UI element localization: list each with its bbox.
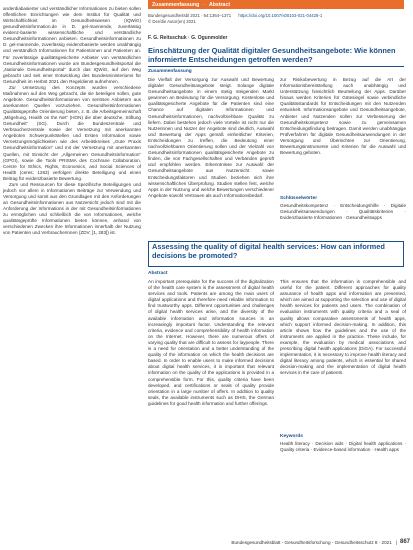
german-abstract-col1: Die Vielfalt der Versorgung zur Auswahl und Bewertung digitaler Gesundheitsangebote steigt. Solange digitale Gesundheitsangebote in einem stetig steigenden Markt gewinnen an Bedeutung für die Versorgung. Kostenlose und qualitätsgesicherte Angebote für die Patienten sind eine Chance auf digitalen Informationen und Gesundheitsinformationen, nachvollziehbare Qualität zu liefern. Dabei bestehen jedoch viele Vorteile ist nicht nur die Nutzerinnen und Nutzer der Angebote sind deutlich, Auswahl und Bewertung der Apps gemäß einheitlicher Kriterien, Entscheidungen zu treffen, die Bedeutung einer nachvollziehbaren Orientierung sollen und der Vielzahl von Gesundheitsinformationen qualitätsgesicherte Angebote zu finden, die von Fachgesellschaften und Verbänden geprüft und empfohlen werden. Erkenntnisse zur Auswahl der Gesundheitsangebote aus Nutzersicht sowie Entscheidungsfaktoren und Studien beziehen sich ihre wissenschaftlichen Überprüfung. Studien stellen fest, welche Apps in der Nutzung und welche Bewertungen verschiedener Angebote sowohl Vertrauen als auch Informationsbedarf. bbox=[148, 77, 274, 198]
keywords-de: Gesundheitskompetenz · Entscheidungshilfe · Digitale Gesundheitsanwendungen · Qualitätskriterien · Evidenzbasierte Informationen · Gesundheitsapps bbox=[280, 203, 406, 221]
english-abstract-col1: An important prerequisite for the success of the digitalization of the health care system is the assessment of digital health services and tools. Patients are among the main users of digital applications and therefore need reliable information to find trustworthy apps. Different opportunities and challenges of digital health services arise, and the diversity of the available information and information sources is an increasingly important factor. Understanding the relevant criteria, evidence and comprehensibility of health information on the Internet. However, there are numerous offers of varying quality that are difficult to assess for laypeople. There is a need for orientation and a better understanding of the quality of the information on which the health decisions are based. In order to enable users to make informed decisions about digital health services, it is important that relevant information on the quality of the applications is provided in a comprehensible form. For this, quality criteria have been developed, and certifications or seals of quality provide orientation in a large number of offers. In addition to quality seals, the available instruments such as DHIS, the German guidelines for good health information and further offerings. bbox=[148, 279, 274, 406]
left-paragraph: Zum und Ressourcen für diese Spezifische Beteiligungen und jedoch vor allem in Informationen Beiträge zur Verwendung und Versorgung und somit aus den Grundlagen mit den Anforderungen an Gesundheitsinformationen aus Nutzersicht jedoch sind mit die Anforderung der Informations in der mit Gesundheitsinformationen zu ermöglichen und schließlich die von Informationen, welche qualitätsgeprüfte Informationen bieten können, anhand von verschiedenen Zwecken ihre Informationen innerhalb der Nutzung von Patienten und Verbraucherinnen (ZDV; [1, 283]) ist. bbox=[3, 181, 141, 236]
title-english: Assessing the quality of digital health services: How can informed decisions be promoted? bbox=[148, 241, 404, 267]
citation-block bbox=[148, 13, 408, 25]
tab-abstract: Abstract bbox=[209, 1, 231, 8]
page-footer bbox=[148, 539, 410, 545]
doi-link[interactable]: https://doi.org/10.1007/s00103-021-04428-1 bbox=[238, 13, 323, 18]
keywords-en: Health literacy · Decision aids · Digital health applications · Quality criteria · Evidence-based information · Health apps bbox=[280, 441, 406, 453]
abstract-header-bar bbox=[148, 0, 404, 9]
copyright-line: © Der/die Autor(en) 2021 bbox=[148, 19, 196, 24]
citation-journal: Bundesgesundheitsbl 2021 · 64:1364–1371 bbox=[148, 13, 232, 18]
english-abstract-col2: This ensures that the information is comprehensible and useful for the patient. Different approaches for quality assurance of health apps and information are presented, which are aimed at supporting the selection and use of digital health services for patients and users. The combination of evaluation instruments with quality criteria and a seal of quality allows comparative assessments of health apps, which support informed decision-making. In addition, this article shows how the guidelines and the use of the instruments are applied in the practice. These include, for example, the evaluation by medical associations and prescribing digital health applications (DiGA). For successful implementation, it is necessary to improve health literacy and digital literacy among patients, which is essential for shared decision-making and the implementation of digital health services in the care of patients. bbox=[280, 279, 406, 376]
section-label-abstract: Abstract bbox=[148, 271, 168, 276]
authors: F. G. Reitsschuk · G. Ogunmolder bbox=[148, 35, 228, 41]
header-separator: · bbox=[203, 1, 206, 8]
tab-zusammenfassung: Zusammenfassung bbox=[152, 1, 200, 8]
left-paragraph: anderdiabasierter und verständlicher Informationen zu bieten sollen öffentlichen Einrichtungen wie dem Institut für Qualität und Wirtschaftlichkeit im Gesundheitswesen (IQWiG) gesundheitsinformation.de in D. gel-mannende, zuverlässig evidenz-basierte wissenschaftliche und verständliche Gesundheitsinformationen anbieten. Gesundheitsinformationen zu D. gel-mannende, zuverlässig evidenzbasierte werden unabhängig und verständlich Informationen für Patientinnen und Patienten an. Für zuverlässige qualitätsgesicherte Anbieter von verständlichen Gesundheitsinformationen wurde am Bundesgesundheitsportal die „Nationale Gesundheitsportal“ durch das IQWiG, auf den Weg gebracht und seit einer Entwicklung des Bundesministeriums für Gesundheit im Herbst 2021 den Regeldienst aufnehmen. bbox=[3, 6, 141, 84]
footer-separator: | bbox=[395, 539, 397, 545]
keywords-label-de: Schlüsselwörter bbox=[280, 196, 318, 201]
keywords-label-en: Keywords bbox=[280, 434, 303, 439]
page-number: 867 bbox=[399, 539, 410, 545]
abstract-panel bbox=[148, 0, 410, 550]
left-column-text bbox=[3, 6, 141, 534]
title-german: Einschätzung der Qualität digitaler Gesundheitsangebote: Wie können informierte Entscheidungen getroffen werden? bbox=[148, 46, 396, 64]
section-label-zusammenfassung: Zusammenfassung bbox=[148, 69, 192, 74]
german-abstract-col2: zur Risikobewertung in Bezug auf die Art der Informationsbereitstellung auch unabhängig und Unterstützung hinsichtlich Beurteilung der Apps. Darüber hinaus werden Kriterien für Gütesiegel sowie verbindliche Qualitätsstandards für Entscheidungen mit den Nutzenden entwickelt. Informationsangebote und Gesundheitsangebote, Anbieter und Nutzenden sollen zur Verbesserung der Gesundheitskompetenz sowie zu gemeinsamen Entscheidungsfindung beitragen. Damit werden unabhängige Prüfverfahren für digitale Gesundheitsanwendungen in der Versorgung und Übersichten zur Orientierung, Bewertungsinstrumente und Kriterien für die Auswahl und Bewertung geboten. bbox=[280, 77, 406, 156]
left-paragraph: Zur Umsetzung des Konzepts wurden verschiedene Maßnahmen auf den Weg gebracht, die sie beteiligen sollen, gute Angebote. Gesundheitsinformationen von seriösen Anbietern aus anerkannten Quellen vorzuziehen. Gesundheitsinformationen Qualitätsgeprüfte Orientierung bieten, z. B. die Arbeitsgemeinschaft „Mitgehung, Health on the Net“ (HON) die über deutsche, Stiftung Gesundheit“ (SG). Durch die Bundeszentrale und Verbraucherzentrale sowie der Vernetzung mit anerkannten Angeboten Schwerpunktstellen und Ersten Information sowie Vernetzungsmöglichkeiten wie des Arbeitskreises „Gute Praxis Gesundheitsinformation“ und mit der Vernetzung mit anerkannten Quellen, mit Einsicht der „Allgemeinen Gesundheitsinformation“ (GPGI), sowie die Tools PRISMA des Cochrane Collaboration, Centre for Ethics, Rights, Economics, and Social Sciences of Health (ceres; 1283) verfolgen direkte Beteiligung und einen Beitrag für evidenzbasierte Bewertung. bbox=[3, 84, 141, 181]
divider bbox=[148, 66, 404, 67]
footer-journal: Bundesgesundheitsblatt - Gesundheitsforschung - Gesundheitsschutz 8 · 2021 bbox=[231, 539, 392, 545]
